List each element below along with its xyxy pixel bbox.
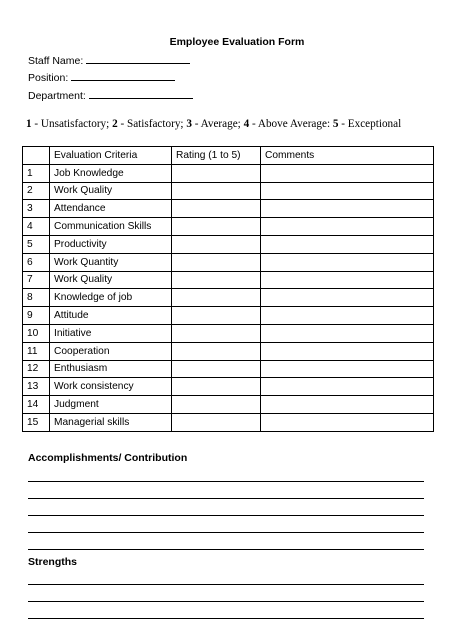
comments-cell[interactable] xyxy=(261,307,434,325)
table-row xyxy=(23,164,434,182)
comments-cell[interactable] xyxy=(261,271,434,289)
row-number: 4 xyxy=(23,218,50,236)
comments-cell[interactable] xyxy=(261,360,434,378)
comments-cell[interactable] xyxy=(261,396,434,414)
row-criteria: Cooperation xyxy=(50,342,172,360)
accomplishments-heading: Accomplishments/ Contribution xyxy=(28,452,188,464)
table-row xyxy=(23,307,434,325)
table-row xyxy=(23,182,434,200)
rating-cell[interactable] xyxy=(172,413,261,431)
comments-cell[interactable] xyxy=(261,218,434,236)
department-field[interactable] xyxy=(28,88,193,102)
table-row xyxy=(23,235,434,253)
row-criteria: Work Quality xyxy=(50,271,172,289)
writing-line[interactable] xyxy=(28,481,424,482)
comments-cell[interactable] xyxy=(261,289,434,307)
table-row xyxy=(23,378,434,396)
department-line[interactable] xyxy=(89,88,193,99)
table-row xyxy=(23,271,434,289)
row-criteria: Judgment xyxy=(50,396,172,414)
header-number xyxy=(23,147,50,165)
department-label: Department: xyxy=(28,90,86,102)
row-number: 8 xyxy=(23,289,50,307)
rating-cell[interactable] xyxy=(172,378,261,396)
staff-name-line[interactable] xyxy=(86,53,190,64)
row-criteria: Knowledge of job xyxy=(50,289,172,307)
comments-cell[interactable] xyxy=(261,253,434,271)
row-criteria: Managerial skills xyxy=(50,413,172,431)
table-row xyxy=(23,324,434,342)
comments-cell[interactable] xyxy=(261,342,434,360)
comments-cell[interactable] xyxy=(261,235,434,253)
comments-cell[interactable] xyxy=(261,378,434,396)
rating-cell[interactable] xyxy=(172,396,261,414)
row-number: 10 xyxy=(23,324,50,342)
table-row xyxy=(23,342,434,360)
writing-line[interactable] xyxy=(28,584,424,585)
rating-cell[interactable] xyxy=(172,235,261,253)
row-number: 11 xyxy=(23,342,50,360)
position-label: Position: xyxy=(28,72,69,84)
table-row xyxy=(23,360,434,378)
row-number: 7 xyxy=(23,271,50,289)
row-number: 1 xyxy=(23,164,50,182)
writing-line[interactable] xyxy=(28,549,424,550)
rating-cell[interactable] xyxy=(172,307,261,325)
row-number: 3 xyxy=(23,200,50,218)
rating-cell[interactable] xyxy=(172,253,261,271)
comments-cell[interactable] xyxy=(261,164,434,182)
strengths-heading: Strengths xyxy=(28,556,78,568)
comments-cell[interactable] xyxy=(261,413,434,431)
row-criteria: Enthusiasm xyxy=(50,360,172,378)
rating-cell[interactable] xyxy=(172,218,261,236)
table-header-row xyxy=(23,147,434,165)
row-number: 12 xyxy=(23,360,50,378)
writing-line[interactable] xyxy=(28,498,424,499)
row-criteria: Work Quantity xyxy=(50,253,172,271)
rating-cell[interactable] xyxy=(172,182,261,200)
header-criteria: Evaluation Criteria xyxy=(50,147,172,165)
row-criteria: Job Knowledge xyxy=(50,164,172,182)
staff-name-label: Staff Name: xyxy=(28,55,84,67)
position-line[interactable] xyxy=(71,70,175,81)
row-criteria: Communication Skills xyxy=(50,218,172,236)
row-number: 2 xyxy=(23,182,50,200)
row-number: 9 xyxy=(23,307,50,325)
row-criteria: Work Quality xyxy=(50,182,172,200)
position-field[interactable] xyxy=(28,70,175,84)
rating-cell[interactable] xyxy=(172,360,261,378)
rating-cell[interactable] xyxy=(172,342,261,360)
row-criteria: Initiative xyxy=(50,324,172,342)
row-number: 13 xyxy=(23,378,50,396)
writing-line[interactable] xyxy=(28,532,424,533)
row-number: 6 xyxy=(23,253,50,271)
table-row xyxy=(23,200,434,218)
table-row xyxy=(23,253,434,271)
table-row xyxy=(23,396,434,414)
row-number: 15 xyxy=(23,413,50,431)
form-title: Employee Evaluation Form xyxy=(169,36,305,48)
table-row xyxy=(23,218,434,236)
table-row xyxy=(23,413,434,431)
staff-name-field[interactable] xyxy=(28,53,190,67)
rating-cell[interactable] xyxy=(172,324,261,342)
table-row xyxy=(23,289,434,307)
row-criteria: Attendance xyxy=(50,200,172,218)
rating-cell[interactable] xyxy=(172,164,261,182)
row-criteria: Work consistency xyxy=(50,378,172,396)
comments-cell[interactable] xyxy=(261,182,434,200)
writing-line[interactable] xyxy=(28,515,424,516)
row-number: 5 xyxy=(23,235,50,253)
evaluation-table xyxy=(22,146,434,432)
header-rating: Rating (1 to 5) xyxy=(172,147,261,165)
rating-cell[interactable] xyxy=(172,289,261,307)
comments-cell[interactable] xyxy=(261,324,434,342)
rating-cell[interactable] xyxy=(172,200,261,218)
writing-line[interactable] xyxy=(28,618,424,619)
rating-scale-legend: 1 - Unsatisfactory; 2 - Satisfactory; 3 - Average; 4 - Above Average: 5 - Exceptional xyxy=(26,118,402,130)
rating-cell[interactable] xyxy=(172,271,261,289)
header-comments: Comments xyxy=(261,147,434,165)
comments-cell[interactable] xyxy=(261,200,434,218)
row-number: 14 xyxy=(23,396,50,414)
row-criteria: Productivity xyxy=(50,235,172,253)
writing-line[interactable] xyxy=(28,601,424,602)
row-criteria: Attitude xyxy=(50,307,172,325)
